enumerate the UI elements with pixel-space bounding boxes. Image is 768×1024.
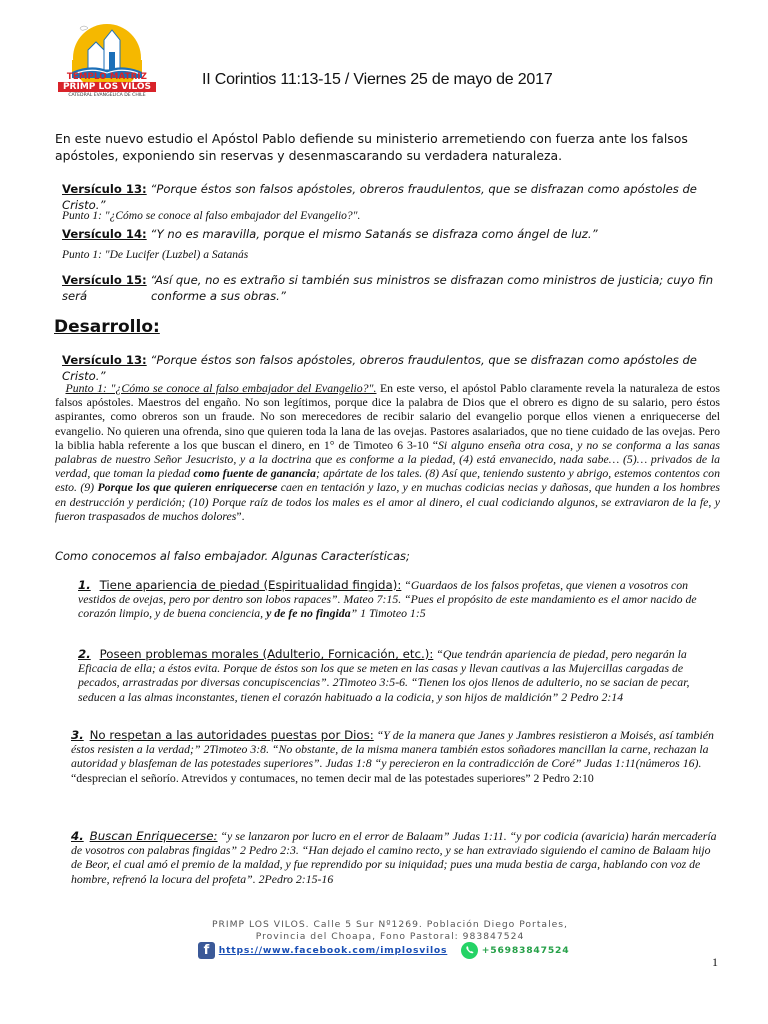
list-item-3 [71, 728, 721, 785]
paragraph-punto: Punto 1: "¿Cómo se conoce al falso embajador del Evangelio?". [65, 381, 377, 395]
item-text-end: “desprecian el señorío. Atrevidos y contumaces, no temen decir mal de las potestades superiores” 2 Pedro 2:10 [71, 770, 594, 785]
verse-14 [62, 226, 732, 242]
footer-address [150, 919, 630, 943]
item-number: 3. [71, 728, 84, 742]
whatsapp-number[interactable]: +56983847524 [481, 945, 570, 956]
item-number: 1. [78, 578, 91, 592]
desarrollo-verse-text: “Porque éstos son falsos apóstoles, obreros fraudulentos, que se disfrazan como apóstoles de Cristo.” [62, 353, 697, 383]
footer-links [198, 942, 569, 959]
desarrollo-paragraph [55, 381, 720, 523]
verse-15-continuation [151, 288, 286, 304]
logo-line1: TEMPLO MATRIZ [66, 72, 148, 82]
page-number: 1 [712, 955, 718, 969]
item-heading: No respetan a las autoridades puestas por Dios: [89, 728, 374, 742]
whatsapp-icon [461, 942, 478, 959]
list-item-1 [78, 578, 723, 621]
list-item-4 [71, 829, 721, 886]
document-title: II Corintios 11:13-15 / Viernes 25 de mayo de 2017 [202, 71, 553, 88]
logo-line3: CATEDRAL EVANGELICA DE CHILE [68, 93, 146, 98]
item-text: “Y de la manera que Janes y Jambres resistieron a Moisés, así también éstos resisten a la verdad;” 2Timoteo 3:8. “No obstante, de la misma manera también estos soñadores mancillan la carne, rechazan la autoridad y blasfeman de las potestades superiores”. Judas 1:8 “y perecieron en la contradicción de Coré” Judas 1:11(números 16). [71, 728, 714, 771]
facebook-icon: f [198, 942, 215, 959]
verse-13 [62, 181, 732, 213]
verse-13-text: “Porque éstos son falsos apóstoles, obreros fraudulentos, que se disfrazan como apóstoles de Cristo.” [62, 182, 697, 212]
item-text: “Que tendrán apariencia de piedad, pero negarán la Eficacia de ella; a éstos evita. Porque de éstos son los que se meten en las casas y llevan cautivas a las Mujercillas cargadas de pecados, arrastradas por diversas concupiscencias”. 2Timoteo 3:5-6. “Tienen los ojos llenos de adulterio, no se sacian de pecar, seducen a las almas inconstantes, tienen el corazón habituado a la codicia, y son hijos de maldición” 2 Pedro 2:14 [78, 647, 690, 704]
item-heading: Poseen problemas morales (Adulterio, Fornicación, etc.): [99, 647, 434, 661]
list-item-2 [78, 647, 723, 704]
verse-14-text: “Y no es maravilla, porque el mismo Satanás se disfraza como ángel de luz.” [150, 227, 598, 241]
punto-1-b: Punto 1: "De Lucifer (Luzbel) a Satanás [62, 249, 249, 261]
paragraph-text-g: ”. [236, 508, 245, 523]
paragraph-text-f: caen en tentación y lazo, y en muchas codicias necias y dañosas, que hunden a los hombres en destrucción y perdición; (10) Porque raíz de todos los males es el amor al dinero, el cual codiciando algunos, se extraviaron de la fe, y fueron traspasados de muchos dolores [55, 480, 721, 523]
paragraph-text-d: ; apártate de los tales. (8) Así que, teniendo sustento y abrigo, estemos contentos con esto. (9) [55, 466, 720, 495]
item-heading: Tiene apariencia de piedad (Espiritualidad fingida): [99, 578, 402, 592]
item-text: “y se lanzaron por lucro en el error de Balaam” Judas 1:11. “y por codicia (avaricia) harán mercadería de vosotros con palabras fingidas” 2 Pedro 2:3. “Han dejado el camino recto, y se han extraviado siguiendo el camino de Balaam hijo de Beor, el cual amó el premio de la maldad, y fue reprendido por su iniquidad; pues una muda bestia de carga, hablando con voz de hombre, refrenó la locura del profeta”. 2Pedro 2:15-16 [71, 829, 717, 886]
verse-15-label: Versículo 15: [62, 273, 147, 287]
verse-15-text: “Así que, no es extraño si también sus ministros se disfrazan como ministros de justicia; cuyo fin será [62, 273, 714, 303]
desarrollo-heading: Desarrollo: [54, 317, 160, 337]
item-number: 2. [78, 647, 91, 661]
logo-line2: PRIMP LOS VILOS [58, 82, 156, 92]
punto-1-a: Punto 1: "¿Cómo se conoce al falso embajador del Evangelio?". [62, 210, 361, 222]
paragraph-text-e: Porque los que quieren enriquecerse [97, 480, 278, 495]
desarrollo-verse-13 [62, 352, 732, 384]
paragraph-text-a: En este verso, el apóstol Pablo claramente revela la naturaleza de estos falsos apóstoles. Maestros del engaño. No son legítimos, porque dice la palabra de Dios que el obrero es digno de su salario, pero éstos aspirantes, como obreros son un fraude. No son merecedores de recibir salario del evangelio porque ellos vienen a enriquecerse del evangelio. No quieren una ofrenda, sino que quieren toda la lana de las ovejas. Pastores asalariados, que no tiene cuidado de las ovejas. Pero la biblia habla referente a los que buscan el dinero, en 1° de Timoteo 6 3-10 “ [55, 381, 720, 452]
item-bold-text: y de fe no fingida [266, 606, 351, 621]
characteristics-intro: Como conocemos al falso embajador. Algunas Características; [55, 549, 410, 563]
footer-line2: Provincia del Choapa, Fono Pastoral: 983847524 [255, 931, 525, 942]
verse-13-label: Versículo 13: [62, 182, 147, 196]
verse-14-label: Versículo 14: [62, 227, 147, 241]
item-text: “Guardaos de los falsos profetas, que vienen a vosotros con vestidos de ovejas, pero por dentro son lobos rapaces”. Mateo 7:15. “Pues el propósito de este mandamiento es el amor nacido de corazón limpio, y de buena conciencia, [78, 578, 697, 621]
paragraph-text-c: como fuente de ganancia [193, 466, 316, 481]
item-number: 4. [71, 829, 84, 843]
intro-paragraph: En este nuevo estudio el Apóstol Pablo defiende su ministerio arremetiendo con fuerza ante los falsos apóstoles, exponiendo sin reservas y desenmascarando su verdadera naturaleza. [55, 131, 688, 163]
desarrollo-verse-label: Versículo 13: [62, 353, 147, 367]
paragraph-text-b: Si alguno enseña otra cosa, y no se conforma a las sanas palabras de nuestro Señor Jesucristo, y a la doctrina que es conforme a la piedad, (4) está envanecido, nada sabe… (5)… privados de la verdad, que toman la piedad [55, 437, 720, 481]
verse-15-text2: conforme a sus obras.” [151, 289, 286, 303]
item-text-end: ” 1 Timoteo 1:5 [350, 606, 426, 621]
facebook-link[interactable]: https://www.facebook.com/implosvilos [218, 945, 448, 956]
item-heading: Buscan Enriquecerse: [89, 829, 218, 843]
footer-line1: PRIMP LOS VILOS. Calle 5 Sur Nº1269. Población Diego Portales, [212, 919, 568, 930]
